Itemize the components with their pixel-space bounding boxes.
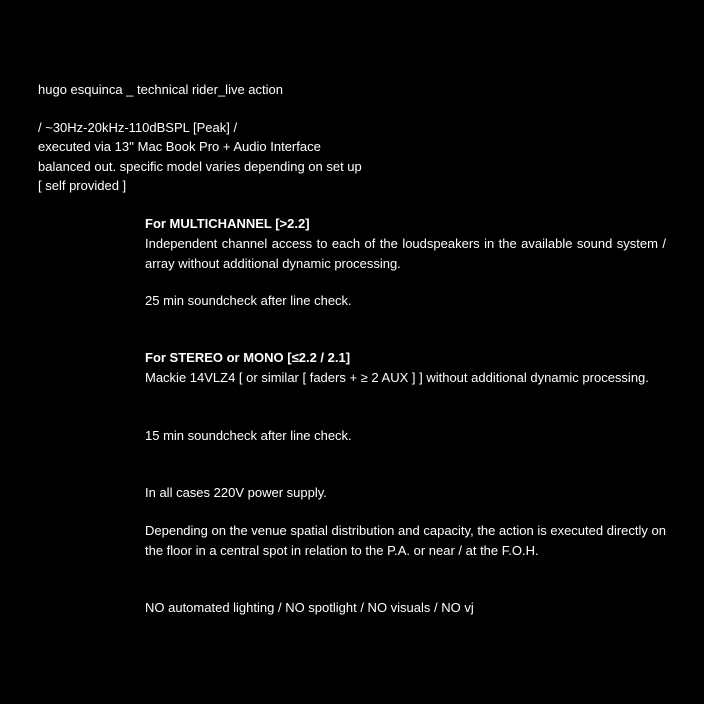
spec-hardware-line: executed via 13'' Mac Book Pro + Audio Interface: [38, 139, 321, 154]
stereo-soundcheck: 15 min soundcheck after line check.: [145, 428, 352, 443]
placement-description: Depending on the venue spatial distribution and capacity, the action is executed directly on the floor in a central spot in relation to the P.A. or near / at the F.O.H.: [145, 523, 666, 558]
restrictions-line: NO automated lighting / NO spotlight / NO visuals / NO vj: [145, 600, 474, 615]
spec-provided-line: [ self provided ]: [38, 178, 127, 193]
spec-output-line: balanced out. specific model varies depending on set up: [38, 159, 362, 174]
power-requirement: In all cases 220V power supply.: [145, 485, 327, 500]
multichannel-heading: For MULTICHANNEL [>2.2]: [145, 216, 310, 231]
multichannel-soundcheck: 25 min soundcheck after line check.: [145, 293, 352, 308]
spec-frequency-line: / ~30Hz-20kHz-110dBSPL [Peak] /: [38, 120, 238, 135]
multichannel-description: Independent channel access to each of the loudspeakers in the available sound system / array without additional dynamic processing.: [145, 236, 666, 271]
stereo-heading: For STEREO or MONO [≤2.2 / 2.1]: [145, 350, 351, 365]
stereo-description: Mackie 14VLZ4 [ or similar [ faders + ≥ 2 AUX ] ] without additional dynamic processing.: [145, 370, 649, 385]
document-title: hugo esquinca _ technical rider_live action: [38, 82, 283, 97]
